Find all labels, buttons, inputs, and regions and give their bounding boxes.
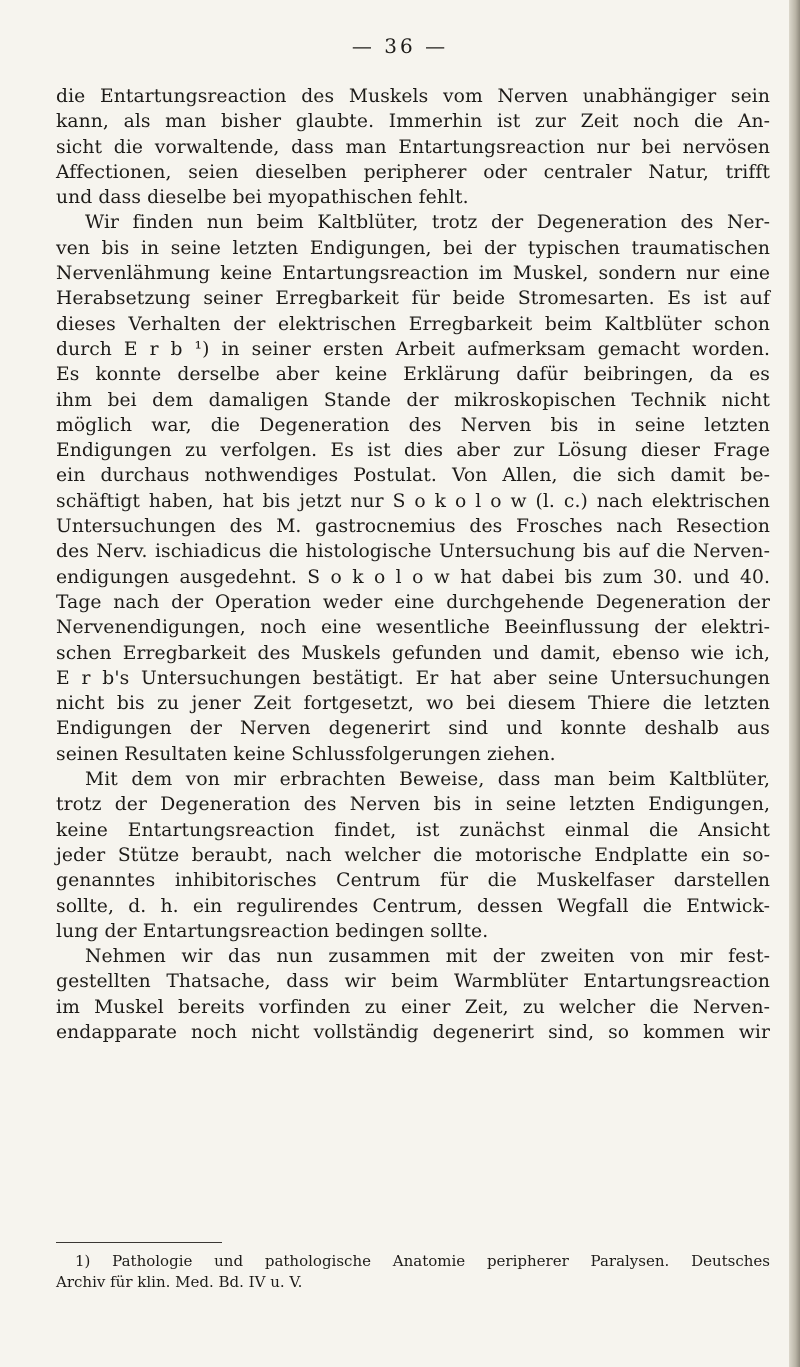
- text-line: keine Entartungsreaction findet, ist zunächst einmal die Ansicht: [56, 819, 770, 841]
- text-line: Tage nach der Operation weder eine durchgehende Degeneration der: [56, 591, 770, 613]
- text-line: seinen Resultaten keine Schlussfolgerungen ziehen.: [56, 743, 556, 765]
- text-line: lung der Entartungsreaction bedingen sollte.: [56, 920, 489, 942]
- text-line: schäftigt haben, hat bis jetzt nur S o k o l o w (l. c.) nach elektrischen: [56, 490, 770, 512]
- text-line: jeder Stütze beraubt, nach welcher die motorische Endplatte ein so-: [56, 844, 770, 866]
- text-line: ihm bei dem damaligen Stande der mikroskopischen Technik nicht: [56, 389, 770, 411]
- text-line: Nervenlähmung keine Entartungsreaction im Muskel, sondern nur eine: [56, 263, 770, 285]
- text-line: dieses Verhalten der elektrischen Erregbarkeit beim Kaltblüter schon: [56, 313, 770, 335]
- text-line: nicht bis zu jener Zeit fortgesetzt, wo bei diesem Thiere die letzten: [56, 693, 770, 715]
- text-line: sicht die vorwaltende, dass man Entartungsreaction nur bei nervösen: [56, 136, 770, 158]
- text-line: möglich war, die Degeneration des Nerven bis in seine letzten: [56, 414, 770, 436]
- footnote-divider: [56, 1242, 222, 1243]
- text-line: Endigungen der Nerven degenerirt sind und konnte deshalb aus: [56, 718, 770, 740]
- text-line: die Entartungsreaction des Muskels vom Nerven unabhängiger sein: [56, 86, 770, 107]
- page-edge-shadow: [789, 0, 800, 1367]
- text-line: endigungen ausgedehnt. S o k o l o w hat dabei bis zum 30. und 40.: [56, 566, 770, 588]
- text-line: schen Erregbarkeit des Muskels gefunden und damit, ebenso wie ich,: [56, 642, 770, 664]
- footnote-line: Archiv für klin. Med. Bd. IV u. V.: [56, 1273, 303, 1291]
- text-line: Affectionen, seien dieselben peripherer oder centraler Natur, trifft: [56, 161, 770, 183]
- text-line: des Nerv. ischiadicus die histologische Untersuchung bis auf die Nerven-: [56, 541, 770, 563]
- text-line: kann, als man bisher glaubte. Immerhin ist zur Zeit noch die An-: [56, 111, 770, 133]
- text-line: genanntes inhibitorisches Centrum für die Muskelfaser darstellen: [56, 870, 770, 892]
- text-line: im Muskel bereits vorfinden zu einer Zeit, zu welcher die Nerven-: [56, 996, 770, 1018]
- text-line: ein durchaus nothwendiges Postulat. Von Allen, die sich damit be-: [56, 465, 770, 487]
- text-line: und dass dieselbe bei myopathischen fehlt.: [56, 187, 469, 209]
- text-line: Es konnte derselbe aber keine Erklärung dafür beibringen, da es: [56, 364, 770, 386]
- text-line: Wir finden nun beim Kaltblüter, trotz der Degeneration des Ner-: [85, 212, 770, 234]
- text-line: gestellten Thatsache, dass wir beim Warmblüter Entartungsreaction: [56, 971, 770, 993]
- text-line: Herabsetzung seiner Erregbarkeit für beide Stromesarten. Es ist auf: [56, 288, 770, 310]
- text-line: sollte, d. h. ein regulirendes Centrum, dessen Wegfall die Entwick-: [56, 895, 770, 917]
- text-line: ven bis in seine letzten Endigungen, bei der typischen traumatischen: [56, 237, 770, 259]
- text-line: durch E r b ¹) in seiner ersten Arbeit aufmerksam gemacht worden.: [56, 338, 770, 360]
- footnote-line: 1) Pathologie und pathologische Anatomie peripherer Paralysen. Deutsches: [75, 1252, 770, 1270]
- text-line: trotz der Degeneration des Nerven bis in seine letzten Endigungen,: [56, 794, 770, 816]
- text-line: endapparate noch nicht vollständig degenerirt sind, so kommen wir: [56, 1021, 770, 1043]
- page-number: — 36 —: [351, 34, 449, 58]
- text-line: Endigungen zu verfolgen. Es ist dies aber zur Lösung dieser Frage: [56, 440, 770, 462]
- text-line: Nehmen wir das nun zusammen mit der zweiten von mir fest-: [85, 946, 770, 968]
- text-line: E r b's Untersuchungen bestätigt. Er hat aber seine Untersuchungen: [56, 667, 770, 689]
- text-line: Nervenendigungen, noch eine wesentliche Beeinflussung der elektri-: [56, 617, 770, 639]
- text-line: Untersuchungen des M. gastrocnemius des Frosches nach Resection: [56, 516, 770, 538]
- text-line: Mit dem von mir erbrachten Beweise, dass man beim Kaltblüter,: [85, 769, 770, 791]
- body-text: [56, 84, 770, 1045]
- footnotes: [56, 1251, 770, 1293]
